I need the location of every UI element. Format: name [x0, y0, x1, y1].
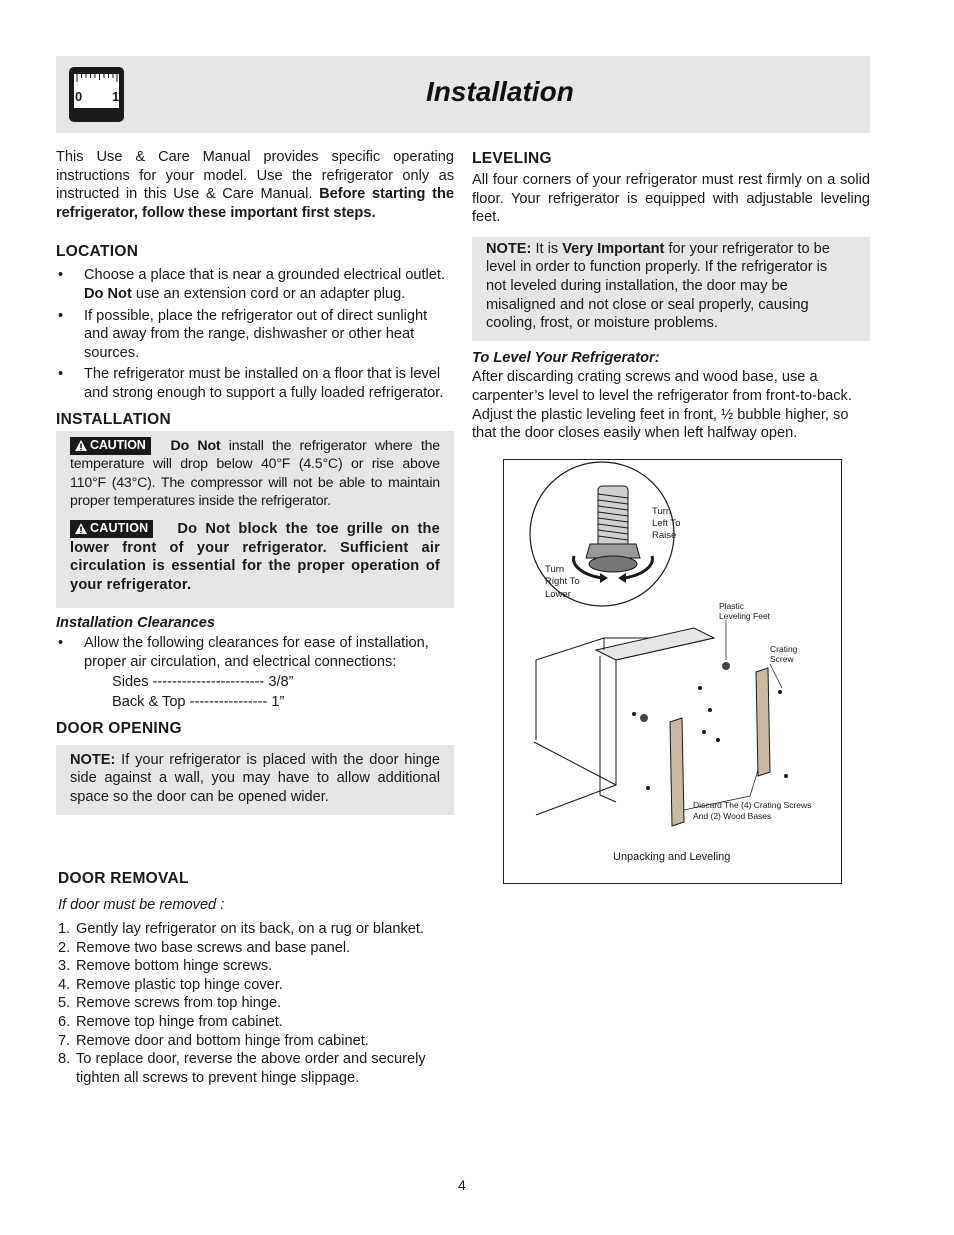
list-item: 3. Remove bottom hinge screws.: [58, 958, 273, 975]
door-opening-heading: DOOR OPENING: [56, 719, 182, 737]
discard-label: Discard The (4) Crating Screws: [693, 800, 812, 810]
intro-text: This Use & Care Manual provides specific operating instructions for your model. Use the refrigerator only as instructed in this Use & Care Manual.: [56, 149, 454, 203]
left-column: [56, 148, 454, 1087]
svg-text:Leveling Feet: Leveling Feet: [719, 611, 771, 621]
page-title: Installation: [426, 76, 574, 107]
turn-left-label: Turn: [652, 506, 672, 517]
warning-icon: [74, 439, 88, 452]
unpacking-leveling-illustration: [504, 460, 841, 883]
header-bar: [56, 56, 870, 133]
caution-2: CAUTION Do Not block the toe grille on the lower front of your refrigerator. Sufficient air circulation is essential for the proper operation of your refrigerator.: [70, 520, 440, 593]
location-list: [56, 266, 454, 402]
list-item: 1. Gently lay refrigerator on its back, on a rug or blanket.: [58, 921, 424, 938]
leveling-foot-icon: [640, 714, 648, 722]
leveling-note: NOTE: It is Very Important for your refrigerator to be level in order to function properly. If the refrigerator is not leveled during installation, the door may be misaligned and not close or seal properly, causing cooling, frost, or moisture problems.: [472, 237, 870, 341]
svg-text:Lower: Lower: [545, 589, 571, 600]
door-removal-heading: DOOR REMOVAL: [58, 869, 189, 887]
caution-box: [56, 431, 454, 608]
list-item: 4. Remove plastic top hinge cover.: [58, 976, 283, 993]
clearances-heading: Installation Clearances: [56, 614, 215, 631]
figure-caption: Unpacking and Leveling: [613, 851, 731, 863]
wood-base-icon: [670, 718, 684, 826]
caution-badge: CAUTION: [70, 437, 151, 455]
caution-1: CAUTION Do Not install the refrigerator where the temperature will drop below 40°F (4.5°C) or rise above 110°F (43°C). The compressor will not be able to maintain proper temperatures inside the refrigerator.: [70, 437, 440, 510]
crating-screw-label: Crating: [770, 644, 798, 654]
svg-text:Left To: Left To: [652, 518, 681, 529]
clearances-list: [56, 634, 454, 671]
svg-text:Right To: Right To: [545, 576, 580, 587]
location-heading: LOCATION: [56, 243, 139, 261]
list-item: • If possible, place the refrigerator out of direct sunlight and away from the range, dishwasher or other heat sources.: [56, 307, 454, 363]
svg-text:Screw: Screw: [770, 654, 794, 664]
right-column: [472, 148, 870, 443]
page-number: 4: [458, 1177, 466, 1193]
intro-bold: Before starting the refrigerator, follow these important first steps.: [56, 186, 454, 221]
caution-badge: CAUTION: [70, 520, 153, 538]
leveling-text: All four corners of your refrigerator must rest firmly on a solid floor. Your refrigerator is equipped with adjustable leveling feet.: [472, 172, 870, 226]
ruler-icon: [68, 66, 125, 123]
leveling-heading: LEVELING: [472, 150, 552, 167]
list-item: 5. Remove screws from top hinge.: [58, 995, 282, 1012]
door-removal-subheading: If door must be removed :: [58, 896, 225, 913]
door-opening-note: NOTE: If your refrigerator is placed with the door hinge side against a wall, you may have to allow additional space so the door can be opened wider.: [56, 745, 454, 815]
clearance-sides: Sides ----------------------- 3/8”: [112, 674, 294, 691]
list-item: • The refrigerator must be installed on a floor that is level and strong enough to support a fully loaded refrigerator.: [56, 365, 454, 402]
svg-text:And (2) Wood Bases: And (2) Wood Bases: [693, 811, 772, 821]
note-label: NOTE:: [486, 240, 532, 257]
leveling-figure: [503, 459, 842, 884]
wood-base-icon: [756, 668, 770, 776]
intro-paragraph: [56, 148, 454, 222]
leveling-foot-icon: [722, 662, 730, 670]
list-item: 7. Remove door and bottom hinge from cabinet.: [58, 1032, 369, 1049]
clearance-back-top: Back & Top ---------------- 1”: [112, 693, 285, 710]
plastic-feet-label: Plastic: [719, 601, 745, 611]
ruler-label-1: 1: [112, 89, 120, 104]
to-level-heading: To Level Your Refrigerator:: [472, 349, 660, 366]
note-label: NOTE:: [70, 751, 116, 768]
ruler-label-0: 0: [75, 89, 83, 104]
warning-icon: [74, 522, 88, 535]
door-removal-steps: [56, 920, 446, 1087]
list-item: • Allow the following clearances for ease of installation, proper air circulation, and electrical connections:: [56, 634, 454, 671]
list-item: 8. To replace door, reverse the above order and securely tighten all screws to prevent hinge slippage.: [58, 1051, 426, 1086]
installation-heading: INSTALLATION: [56, 410, 171, 428]
list-item: 2. Remove two base screws and base panel.: [58, 939, 351, 956]
refrigerator-cabinet-icon: [534, 628, 714, 815]
turn-right-label: Turn: [545, 564, 565, 575]
list-item: • Choose a place that is near a grounded electrical outlet. Do Not use an extension cord or an adapter plug.: [56, 266, 454, 303]
list-item: 6. Remove top hinge from cabinet.: [58, 1014, 283, 1031]
to-level-text: After discarding crating screws and wood base, use a carpenter’s level to level the refrigerator from front-to-back. Adjust the plastic leveling feet in front, ½ bubble higher, so that the door closes easily when left halfway open.: [472, 369, 852, 442]
svg-text:Raise: Raise: [652, 530, 677, 541]
